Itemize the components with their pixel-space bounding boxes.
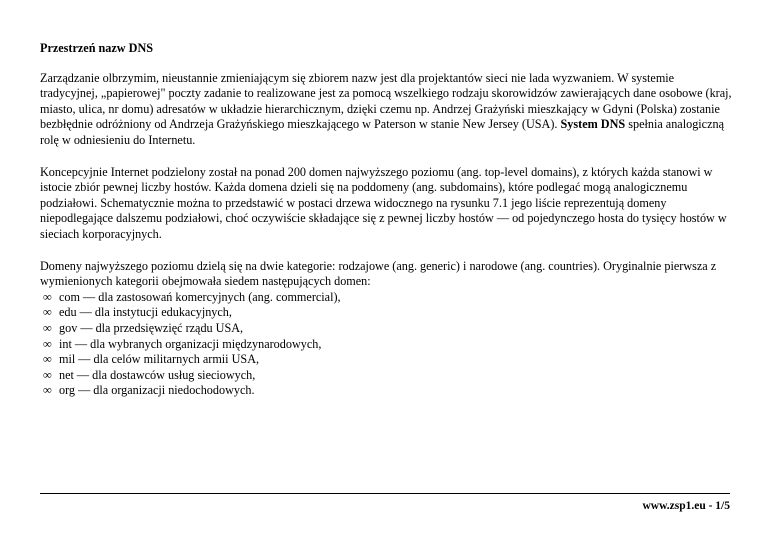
bullet-icon: ∞ — [43, 367, 52, 382]
bullet-icon: ∞ — [43, 336, 52, 351]
bullet-icon: ∞ — [43, 383, 52, 398]
list-item — [40, 337, 732, 353]
intro-paragraph — [40, 71, 732, 149]
list-item-text: mil — dla celów militarnych armii USA, — [59, 352, 260, 367]
list-item-text: gov — dla przedsięwzięć rządu USA, — [59, 320, 244, 335]
intro-paragraph-tail: spełnia analogiczną rolę w odniesieniu do Internetu. — [40, 117, 724, 147]
document-title: Przestrzeń nazw DNS — [40, 41, 154, 55]
bullet-icon: ∞ — [43, 289, 52, 304]
categories-paragraph: Domeny najwyższego poziomu dzielą się na dwie kategorie: rodzajowe (ang. generic) i narodowe (ang. countries). Oryginalnie pierwsza z wymienionych kategorii obejmowała siedem następujących domen: — [40, 258, 717, 289]
footer-divider — [40, 493, 730, 494]
list-item — [40, 321, 732, 337]
list-item-text: edu — dla instytucji edukacyjnych, — [59, 305, 232, 320]
domain-list — [40, 290, 732, 399]
bullet-icon: ∞ — [43, 320, 52, 335]
bullet-icon: ∞ — [43, 305, 52, 320]
list-item — [40, 290, 732, 306]
list-item-text: net — dla dostawców usług sieciowych, — [59, 367, 256, 382]
footer-page-label: www.zsp1.eu - 1/5 — [642, 500, 730, 512]
list-item-text: int — dla wybranych organizacji międzynarodowych, — [59, 336, 322, 351]
bullet-icon: ∞ — [43, 352, 52, 367]
intro-paragraph-text: Zarządzanie olbrzymim, nieustannie zmieniającym się zbiorem nazw jest dla projektantów sieci nie lada wyzwaniem. W systemie tradycyjnej, „papierowej" poczty zadanie to realizowane jest za pomocą wszelkiego rodzaju skorowidzów zawierających dane osobowe (kraj, miasto, ulica, nr domu) adresatów w układzie hierarchicznym, dzięki czemu np. Andrzej Grażyński mieszkający w Gdyni (Polska) zostanie bezbłędnie odróżniony od Andrzeja Grażyńskiego mieszkającego w Paterson w stanie New Jersey (USA). — [40, 70, 732, 132]
list-item — [40, 305, 732, 321]
top-level-domains-paragraph: Koncepcyjnie Internet podzielony został na ponad 200 domen najwyższego poziomu (ang. top-level domains), z których każda stanowi w istocie zbiór pewnej liczby hostów. Każda domena dzieli się na poddomeny (ang. subdomains), które podlegać mogą analogicznemu podziałowi. Schematycznie można to przedstawić w postaci drzewa widocznego na rysunku 7.1 jego liście reprezentują domeny niepodlegające dalszemu podziałowi, choć oczywiście składające się z pewnej liczby hostów — od pojedynczego hosta do tysięcy hostów w sieciach korporacyjnych. — [40, 164, 727, 241]
list-item — [40, 352, 732, 368]
list-item — [40, 383, 732, 399]
system-dns-bold: System DNS — [560, 117, 626, 132]
document-body — [40, 41, 732, 399]
list-item — [40, 368, 732, 384]
list-item-text: org — dla organizacji niedochodowych. — [59, 383, 255, 398]
list-item-text: com — dla zastosowań komercyjnych (ang. commercial), — [59, 289, 341, 304]
